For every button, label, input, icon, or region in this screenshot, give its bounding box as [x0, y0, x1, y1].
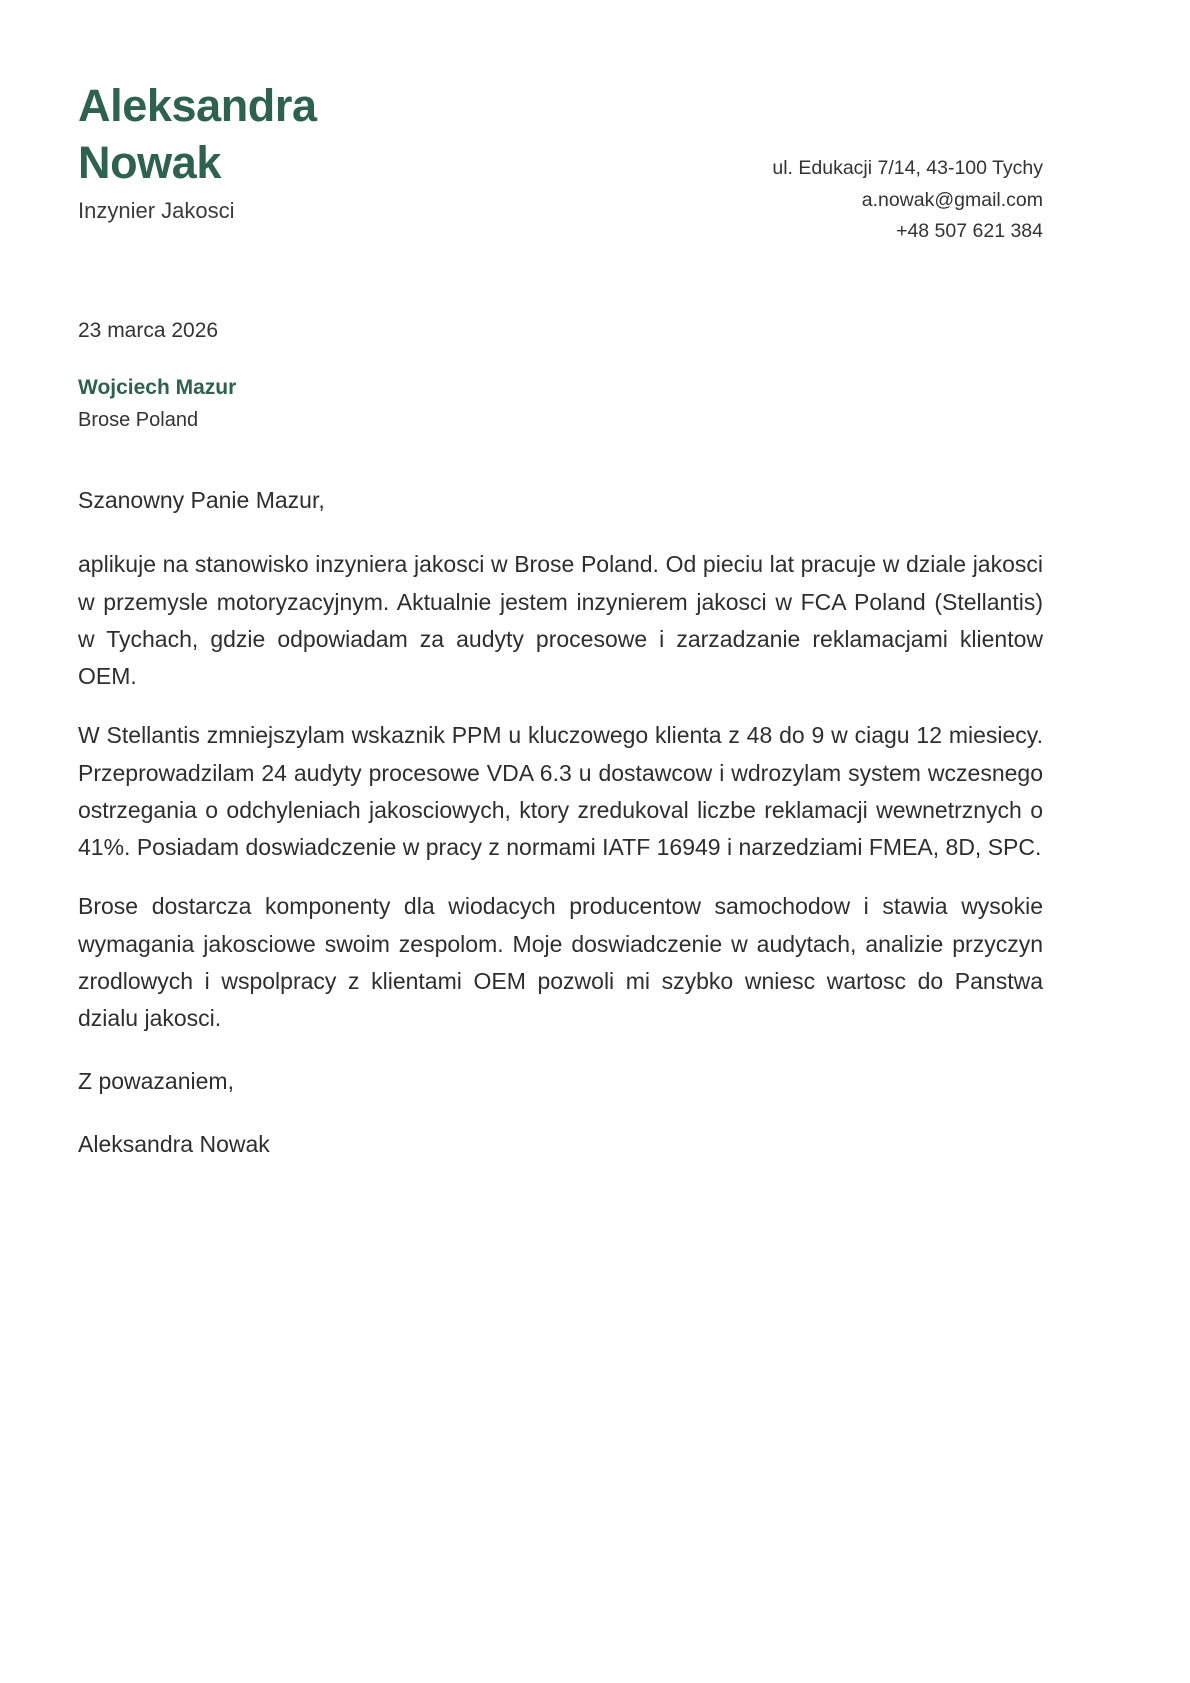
- contact-phone[interactable]: +48 507 621 384: [896, 220, 1043, 243]
- letter-body: [78, 483, 1043, 1163]
- applicant-job-title: Inzynier Jakosci: [78, 198, 235, 224]
- recipient-name: Wojciech Mazur: [78, 376, 237, 400]
- closing-phrase: Z powazaniem,: [78, 1068, 234, 1095]
- contact-address: ul. Edukacji 7/14, 43-100 Tychy: [772, 157, 1043, 179]
- applicant-first-name: Aleksandra: [78, 80, 317, 131]
- applicant-name: [78, 78, 598, 191]
- letter-meta: [78, 316, 1043, 435]
- contact-details: [772, 153, 1043, 248]
- body-paragraph: aplikuje na stanowisko inzyniera jakosci w Brose Poland. Od pieciu lat pracuje w dziale jakosci w przemysle motoryzacyjnym. Aktualnie jestem inzynierem jakosci w FCA Poland (Stellantis) w Tychach, gdzie odpowiadam za audyty procesowe i zarzadzanie reklamacjami klientow OEM.: [78, 551, 1043, 690]
- recipient-block: [78, 373, 1043, 434]
- signature-name: Aleksandra Nowak: [78, 1131, 270, 1158]
- body-paragraph: Brose dostarcza komponenty dla wiodacych producentow samochodow i stawia wysokie wymagania jakosciowe swoim zespolom. Moje doswiadczenie w audytach, analizie przyczyn zrodlowych i wspolpracy z klientami OEM pozwoli mi szybko wniesc wartosc do Panstwa dzialu jakosci.: [78, 893, 1043, 1032]
- applicant-last-name: Nowak: [78, 136, 222, 188]
- letter-sheet: [78, 78, 1043, 1163]
- letter-date: 23 marca 2026: [78, 319, 219, 342]
- salutation: Szanowny Panie Mazur,: [78, 486, 325, 513]
- header-identity: [78, 78, 598, 226]
- body-paragraph: W Stellantis zmniejszylam wskaznik PPM u kluczowego klienta z 48 do 9 w ciagu 12 miesiecy. Przeprowadzilam 24 audyty procesowe VDA 6.3 u dostawcow i wdrozylam system wczesnego ostrzegania o odchyleniach jakosciowych, ktory zredukoval liczbe reklamacji wewnetrznych o 41%. Posiadam doswiadczenie w pracy z normami IATF 16949 i narzedziami FMEA, 8D, SPC.: [78, 722, 1043, 861]
- letter-header: [78, 78, 1043, 248]
- recipient-company: Brose Poland: [78, 408, 199, 431]
- contact-email[interactable]: a.nowak@gmail.com: [861, 188, 1043, 211]
